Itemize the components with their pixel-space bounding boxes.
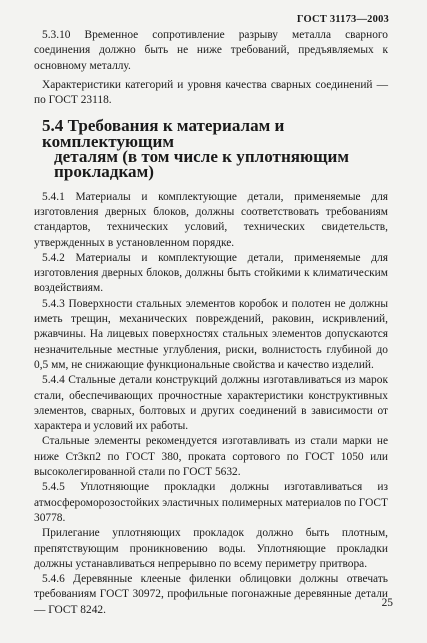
section-heading <box>34 116 388 182</box>
paragraph: 5.4.3 Поверхности стальных элементов коробок и полотен не должны иметь трещин, механических повреждений, раковин, искривлений, ржавчины. На лицевых поверхностях стальных элементов допускаются незначительные местные углубления, риски, волнистость глубиной до 0,5 мм, не снижающие функциональные свойства и качество изделий. <box>34 297 388 371</box>
page-body <box>34 28 388 618</box>
paragraph: 5.3.10 Временное сопротивление разрыву металла сварного соединения должно быть не ниже требований, предъявляемых к основному металлу. <box>34 29 388 72</box>
paragraph: 5.4.5 Уплотняющие прокладки должны изготавливаться из атмосфероморозостойких эластичных полимерных материалов по ГОСТ 30778. <box>34 481 388 524</box>
paragraph: Характеристики категорий и уровня качества сварных соединений — по ГОСТ 23118. <box>34 78 388 107</box>
section-heading-line1: 5.4 Требования к материалам и комплектующим <box>42 116 285 151</box>
paragraph: 5.4.1 Материалы и комплектующие детали, применяемые для изготовления дверных блоков, должны соответствовать требованиям стандартов, технических условий, технических свидетельств, утвержденных в установленном порядке. <box>34 190 388 249</box>
paragraph: 5.4.4 Стальные детали конструкций должны изготавливаться из марок стали, обеспечивающих прочностные характеристики конструктивных элементов, сварных, болтовых и других соединений в зависимости от характера и условий их работы. <box>34 374 388 433</box>
standard-header: ГОСТ 31173—2003 <box>296 14 389 25</box>
page-number: 25 <box>381 597 393 609</box>
paragraph: Стальные элементы рекомендуется изготавливать из стали марки не ниже Ст3кп2 по ГОСТ 380, проката сортового по ГОСТ 1050 или высоколегированной стали по ГОСТ 5632. <box>34 435 388 479</box>
section-heading-line2: деталям (в том числе к уплотняющим прокладкам) <box>54 147 349 182</box>
paragraph: Прилегание уплотняющих прокладок должно быть плотным, препятствующим проникновению воды. Уплотняющие прокладки должны устанавливаться непрерывно по всему периметру притвора. <box>34 527 388 570</box>
paragraph: 5.4.6 Деревянные клееные филенки облицовки должны отвечать требованиям ГОСТ 30972, профильные погонажные деревянные детали — ГОСТ 8242. <box>34 573 388 616</box>
paragraph: 5.4.2 Материалы и комплектующие детали, применяемые для изготовления дверных блоков, должны быть стойкими к климатическим воздействиям. <box>34 251 388 295</box>
